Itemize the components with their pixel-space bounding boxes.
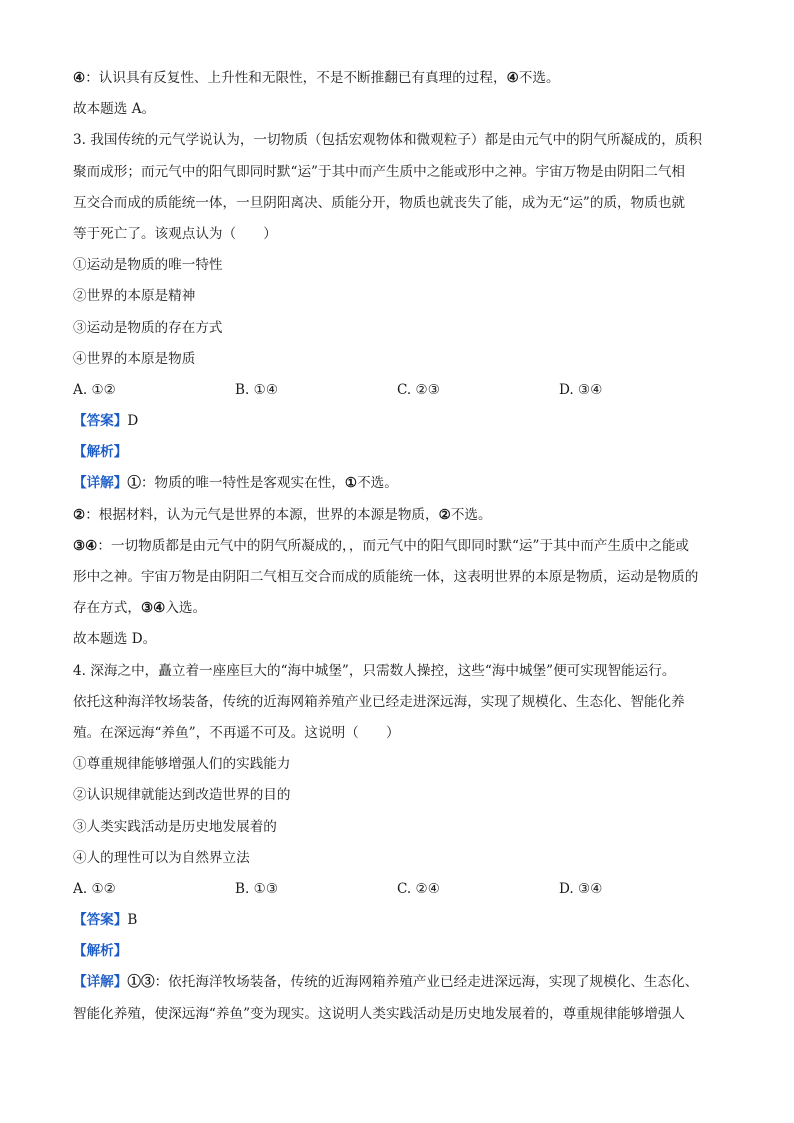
q3-stem-line-1: 3. 我国传统的元气学说认为，一切物质（包括宏观物体和微观粒子）都是由元气中的阴气所凝成的，质积: [73, 132, 703, 149]
q4-stem-line-2: 依托这种海洋牧场装备，传统的近海网箱养殖产业已经走进深远海，实现了规模化、生态化、智能化养: [73, 693, 685, 710]
circled-number: ①: [127, 475, 141, 492]
text: 不选。: [357, 475, 398, 492]
option-a: A. ①②: [73, 880, 116, 897]
q4-detail-2: 智能化养殖，使深远海“养鱼”变为现实。这说明人类实践活动是历史地发展着的，尊重规律能够增强人: [73, 1005, 686, 1022]
q3-stem-line-4: 等于死亡了。该观点认为（ ）: [73, 225, 277, 242]
text: 不选。: [518, 70, 560, 86]
q4-statement-3: ③人类实践活动是历史地发展着的: [73, 818, 277, 835]
q3-final-answer: 故本题选 D。: [73, 631, 157, 648]
document-page: [73, 63, 733, 1030]
detail-tag: 【详解】: [73, 974, 128, 991]
q3-stem-line-2: 聚而成形；而元气中的阳气即同时默“运”于其中而产生质中之能或形中之神。宇宙万物是由阴阳二气相: [73, 163, 686, 180]
q4-statement-2: ②认识规律就能达到改造世界的目的: [73, 787, 291, 804]
q4-analysis: [73, 936, 733, 967]
option-b: B. ①④: [235, 381, 279, 398]
q4-stem-line-1: 4. 深海之中，矗立着一座座巨大的“海中城堡”，只需数人操控，这些“海中城堡”便可实现智能运行。: [73, 662, 676, 679]
q4-statement-4: ④人的理性可以为自然界立法: [73, 849, 250, 866]
circled-number: ④: [506, 70, 519, 86]
q4-statement-1: ①尊重规律能够增强人们的实践能力: [73, 756, 291, 773]
q3-detail-4: 形中之神。宇宙万物是由阴阳二气相互交合而成的质能统一体，这表明世界的本原是物质，运动是物质的: [73, 569, 699, 585]
option-d: D. ③④: [559, 880, 603, 897]
q3-detail-2: [73, 500, 733, 531]
prev-final-answer: 故本题选 A。: [73, 101, 156, 118]
answer-value: B: [127, 912, 138, 929]
q3-options: [73, 375, 733, 406]
q3-statement-2: ②世界的本原是精神: [73, 288, 196, 305]
text: 存在方式，: [73, 600, 141, 617]
q3-statement-4: ④世界的本原是物质: [73, 350, 196, 367]
answer-value: D: [127, 413, 139, 430]
q3-detail-5: [73, 593, 733, 624]
circled-number: ③④: [140, 600, 166, 617]
q3-detail-1: [73, 468, 733, 499]
q3-statement-1: ①运动是物质的唯一特性: [73, 257, 223, 274]
q4-answer: [73, 905, 733, 936]
circled-number: ③④: [73, 537, 98, 554]
q3-detail-3: [73, 531, 733, 562]
text: ：认识具有反复性、上升性和无限性，不是不断推翻已有真理的过程，: [85, 70, 507, 86]
analysis-tag: 【解析】: [73, 943, 128, 960]
text: ：一切物质都是由元气中的阴气所凝成的，，而元气中的阳气即同时默“运”于其中而产生质中之能或: [97, 537, 690, 554]
answer-tag: 【答案】: [73, 912, 128, 929]
detail-tag: 【详解】: [73, 475, 128, 492]
option-d: D. ③④: [559, 381, 603, 398]
q4-stem-line-3: 殖。在深远海“养鱼”，不再遥不可及。这说明（ ）: [73, 724, 400, 741]
option-c: C. ②④: [397, 880, 440, 897]
q3-statement-3: ③运动是物质的存在方式: [73, 319, 223, 336]
text: ：依托海洋牧场装备，传统的近海网箱养殖产业已经走进深远海，实现了规模化、生态化、: [154, 974, 699, 991]
prev-detail-line-4: [73, 63, 733, 94]
answer-tag: 【答案】: [73, 413, 128, 430]
text: ：物质的唯一特性是客观实在性，: [140, 475, 345, 492]
q4-detail-1: [73, 967, 733, 998]
q3-analysis: [73, 437, 733, 468]
circled-number: ①: [344, 475, 358, 492]
option-c: C. ②③: [397, 381, 440, 398]
option-b: B. ①③: [235, 880, 279, 897]
text: ：根据材料，认为元气是世界的本源，世界的本源是物质，: [85, 506, 439, 523]
circled-number: ②: [73, 506, 86, 523]
circled-number: ②: [438, 506, 451, 523]
q3-answer: [73, 406, 733, 437]
circled-number: ④: [73, 70, 86, 86]
text: 不选。: [450, 506, 492, 523]
circled-number: ①③: [127, 974, 155, 991]
q4-options: [73, 874, 733, 905]
q3-stem-line-3: 互交合而成的质能统一体，一旦阴阳离决、质能分开，物质也就丧失了能，成为无“运”的质，物质也就: [73, 194, 686, 211]
option-a: A. ①②: [73, 381, 116, 398]
text: 入选。: [165, 600, 207, 617]
analysis-tag: 【解析】: [73, 444, 128, 461]
